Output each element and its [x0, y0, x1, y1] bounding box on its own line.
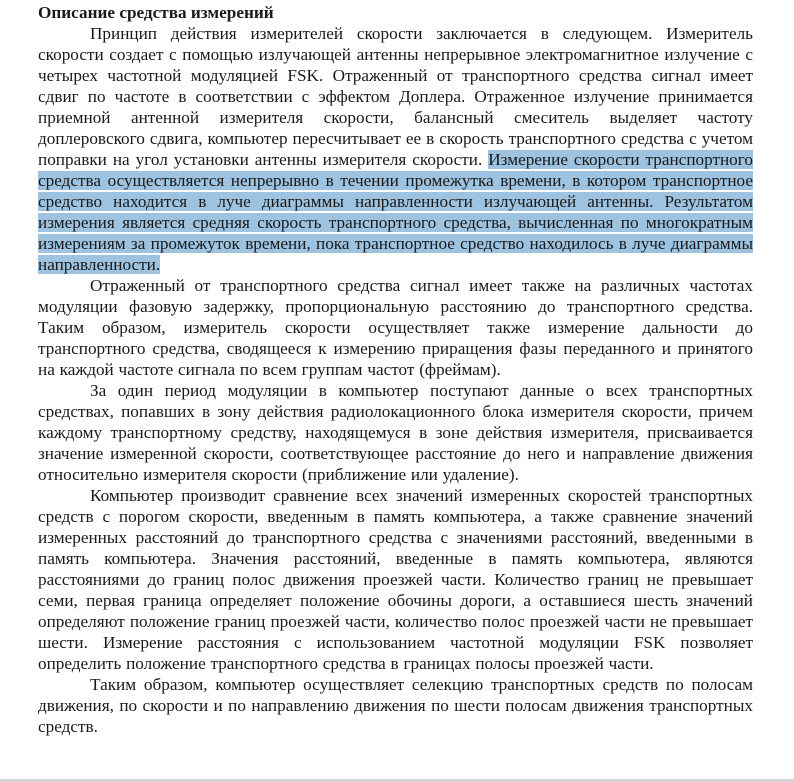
paragraph-principle[interactable] [38, 23, 753, 275]
paragraph-conclusion[interactable]: Таким образом, компьютер осуществляет селекцию транспортных средств по полосам движения, по скорости и по направлению движения по шести полосам движения транспортных средств. [38, 675, 753, 736]
paragraph-range-measurement[interactable]: Отраженный от транспортного средства сигнал имеет также на различных частотах модуляции фазовую задержку, пропорциональную расстоянию до транспортного средства. Таким образом, измеритель скорости осуществляет также измерение дальности до транспортного средства, сводящееся к измерению приращения фазы переданного и принятого на каждой частоте сигнала по всем группам частот (фреймам). [38, 276, 753, 379]
paragraph-text: Принцип действия измерителей скорости заключается в следующем. Измеритель скорости создает с помощью излучающей антенны непрерывное электромагнитное излучение с четырех частотной модуляцией FSK. Отраженный от транспортного средства сигнал имеет сдвиг по частоте в соответствии с эффектом Доплера. Отраженное излучение принимается приемной антенной измерителя скорости, балансный смеситель выделяет частоту доплеровского сдвига, компьютер пересчитывает ее в скорость транспортного средства с учетом поправки на угол установки антенны измерителя скорости. [38, 24, 753, 169]
paragraph-modulation-period[interactable]: За один период модуляции в компьютер поступают данные о всех транспортных средствах, попавших в зону действия радиолокационного блока измерителя скорости, причем каждому транспортному средству, находящемуся в зоне действия измерителя, присваивается значение измеренной скорости, соответствующее расстояние до него и направление движения относительно измерителя скорости (приближение или удаление). [38, 381, 753, 484]
selected-text-highlight[interactable]: Измерение скорости транспортного средства осуществляется непрерывно в течении промежутка времени, в котором транспортное средство находится в луче диаграммы направленности излучающей антенны. Результатом измерения является средняя скорость транспортного средства, вычисленная по многократным измерениям за промежуток времени, пока транспортное средство находилось в луче диаграммы направленности. [38, 150, 753, 274]
document-page [38, 2, 753, 737]
paragraph-comparison[interactable]: Компьютер производит сравнение всех значений измеренных скоростей транспортных средств с порогом скорости, введенным в память компьютера, а также сравнение значений измеренных расстояний до транспортного средства с значениями расстояний, введенными в память компьютера. Значения расстояний, введенные в память компьютера, являются расстояниями до границ полос движения проезжей части. Количество границ не превышает семи, первая граница определяет положение обочины дороги, а оставшиеся шесть значений определяют положение границ проезжей части, количество полос проезжей части не превышает шести. Измерение расстояния с использованием частотной модуляции FSK позволяет определить положение транспортного средства в границах полосы проезжей части. [38, 486, 753, 673]
section-heading: Описание средства измерений [38, 3, 274, 22]
